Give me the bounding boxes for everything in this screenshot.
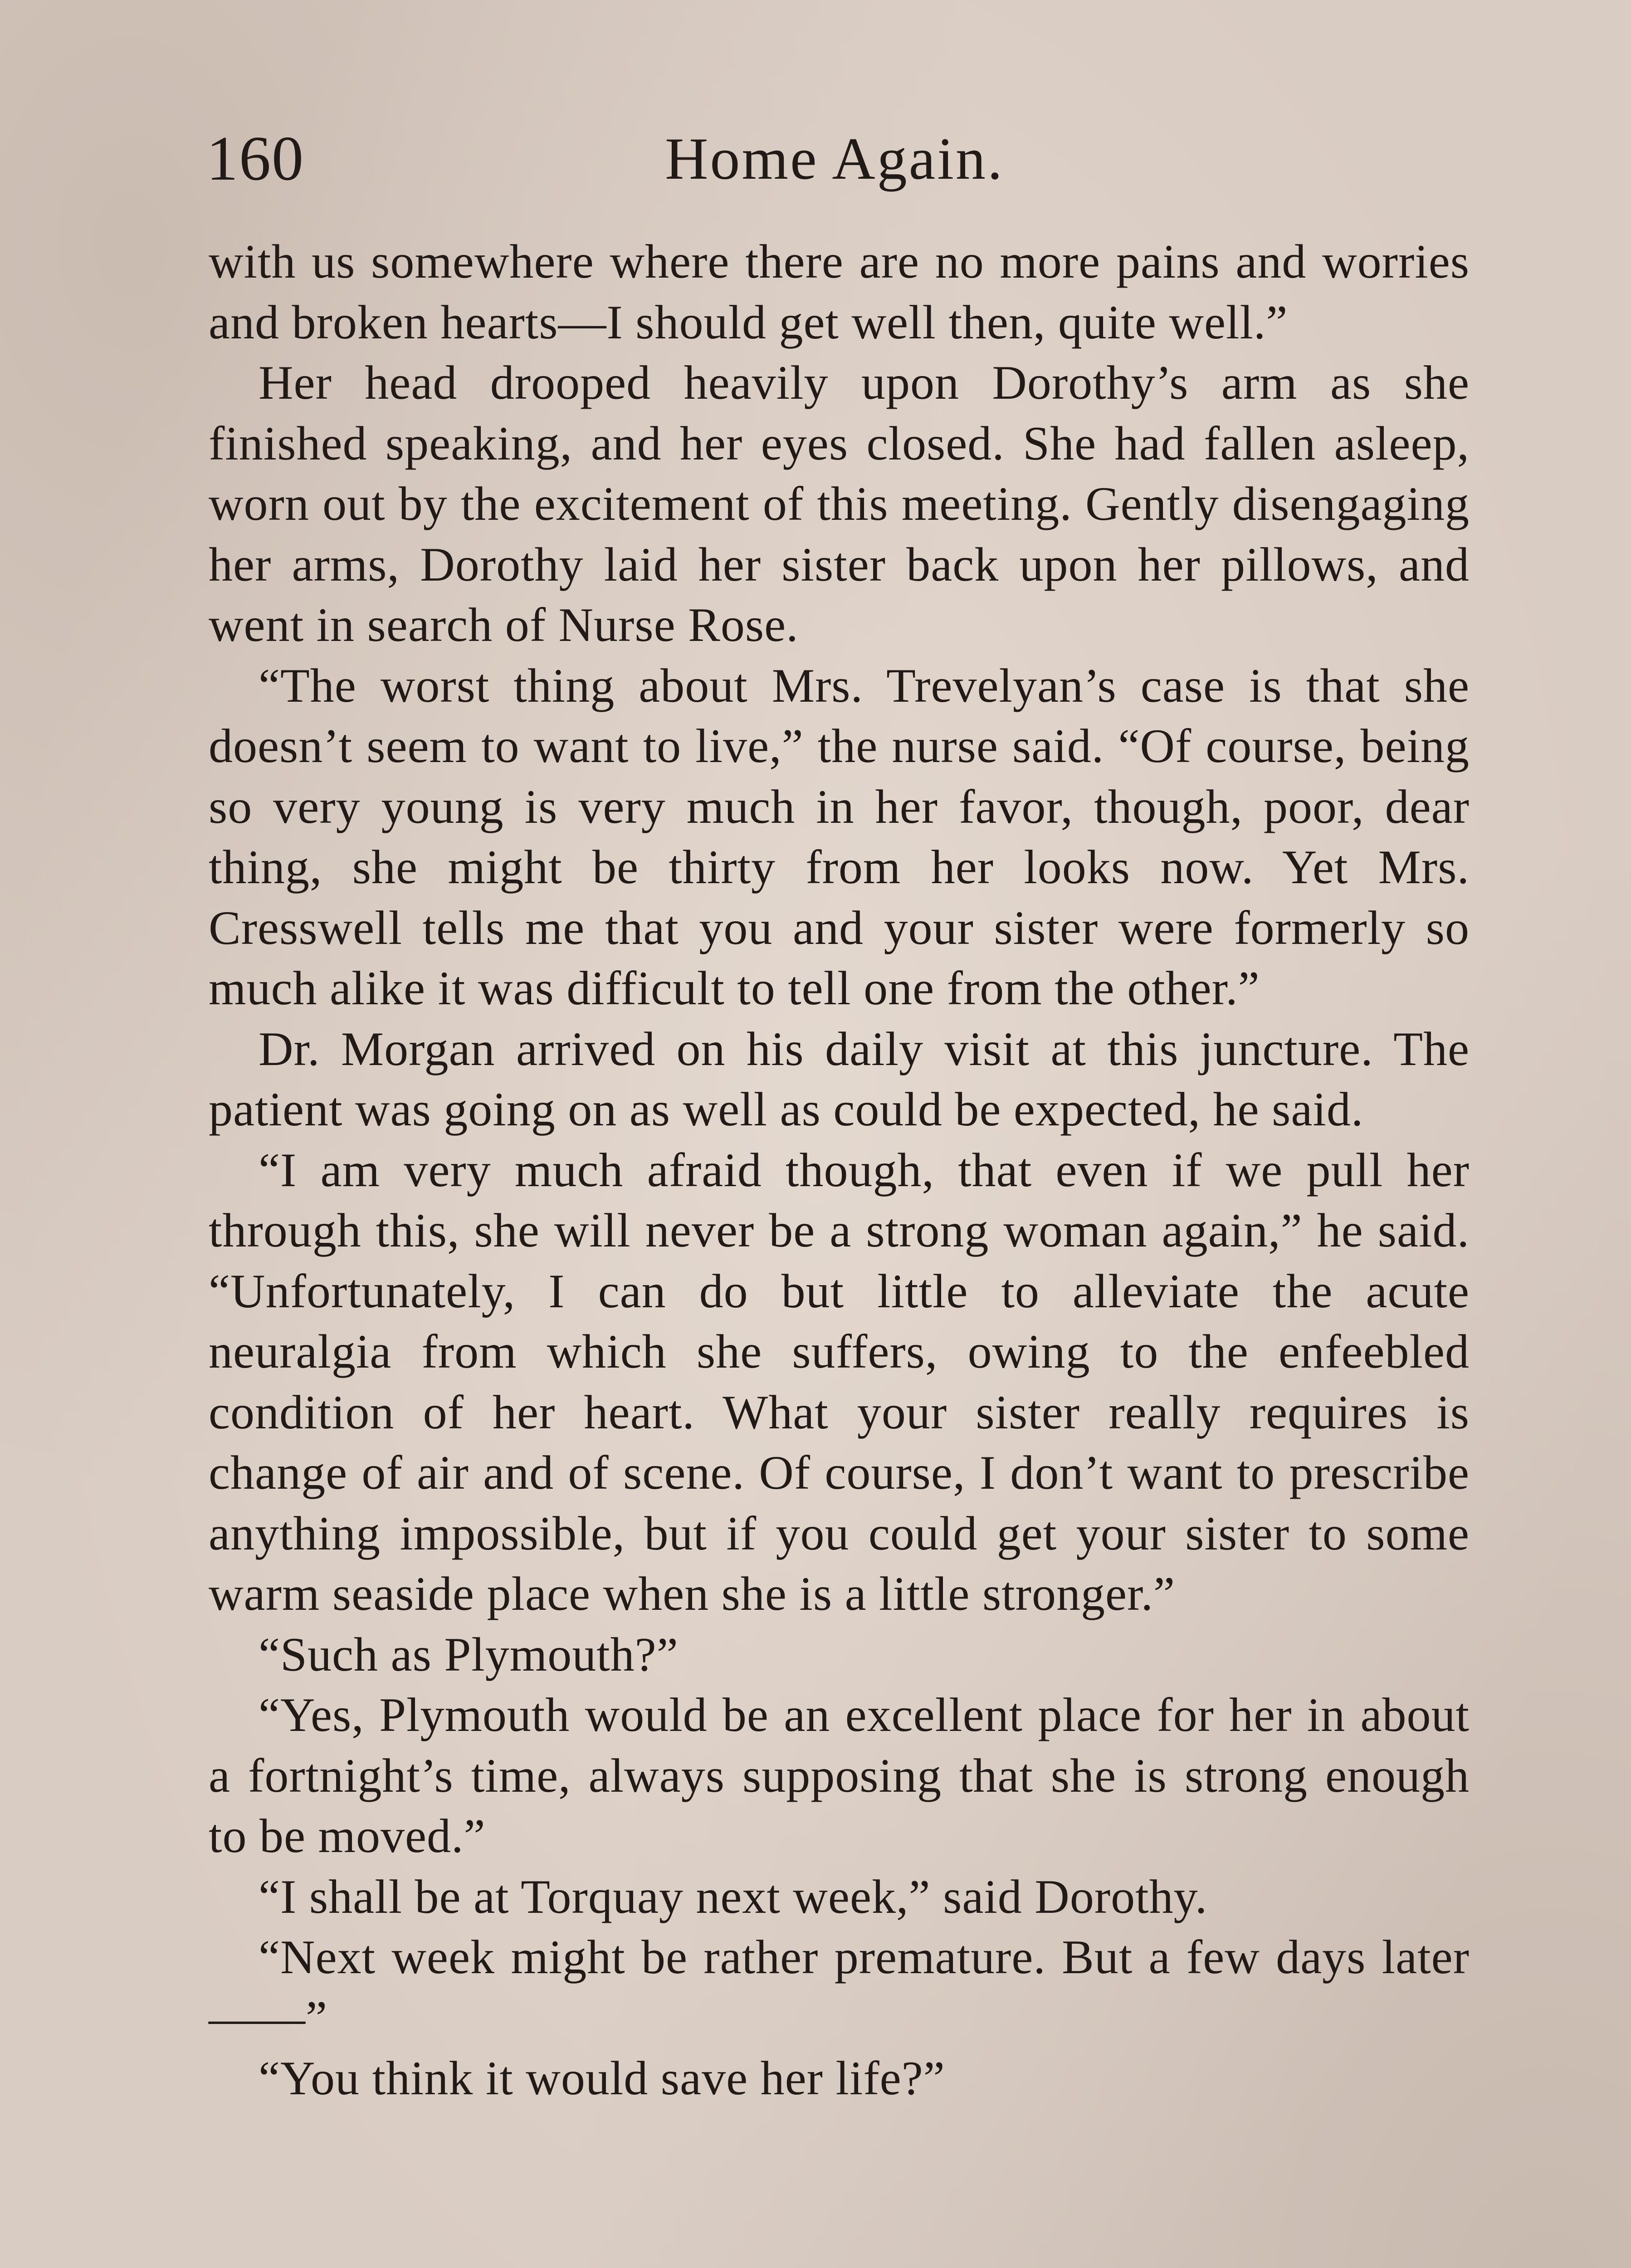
paragraph: “I am very much afraid though, that even if we pull her through this, she will never be a strong woman again,” he said. “Unfortunately, I can do but little to alleviate the acute neuralgia from which she suffers, owing to the enfeebled condition of her heart. What your sister really requires is change of air and of scene. Of course, I don’t want to prescribe anything impossible, but if you could get your sister to some warm seaside place when she is a little stronger.” <box>209 1143 1470 1620</box>
paragraph: “Next week might be rather premature. But a few days later——” <box>209 1931 1470 2044</box>
paragraph-continued: with us somewhere where there are no more pains and worries and broken hearts—I should get well then, quite well.” <box>209 235 1470 349</box>
paragraph: “The worst thing about Mrs. Trevelyan’s case is that she doesn’t seem to want to live,” the nurse said. “Of course, being so very young is very much in her favor, though, poor, dear thing, she might be thirty from her looks now. Yet Mrs. Cresswell tells me that you and your sister were formerly so much alike it was difficult to tell one from the other.” <box>209 659 1470 1015</box>
page-number: 160 <box>206 123 304 194</box>
page-header <box>206 122 1463 195</box>
paragraph: “You think it would save her life?” <box>259 2052 945 2105</box>
running-title: Home Again. <box>665 125 1004 192</box>
paragraph: “I shall be at Torquay next week,” said Dorothy. <box>259 1870 1208 1923</box>
paragraph: Her head drooped heavily upon Dorothy’s arm as she finished speaking, and her eyes closed. She had fallen asleep, worn out by the excitement of this meeting. Gently disengaging her arms, Dorothy laid her sister back upon her pillows, and went in search of Nurse Rose. <box>209 356 1470 651</box>
paragraph: “Yes, Plymouth would be an excellent place for her in about a fortnight’s time, always supposing that she is strong enough to be moved.” <box>209 1688 1470 1862</box>
paragraph: “Such as Plymouth?” <box>259 1628 679 1681</box>
body-text <box>209 231 1470 2109</box>
paragraph: Dr. Morgan arrived on his daily visit at this juncture. The patient was going on as well as could be expected, he said. <box>209 1022 1470 1136</box>
